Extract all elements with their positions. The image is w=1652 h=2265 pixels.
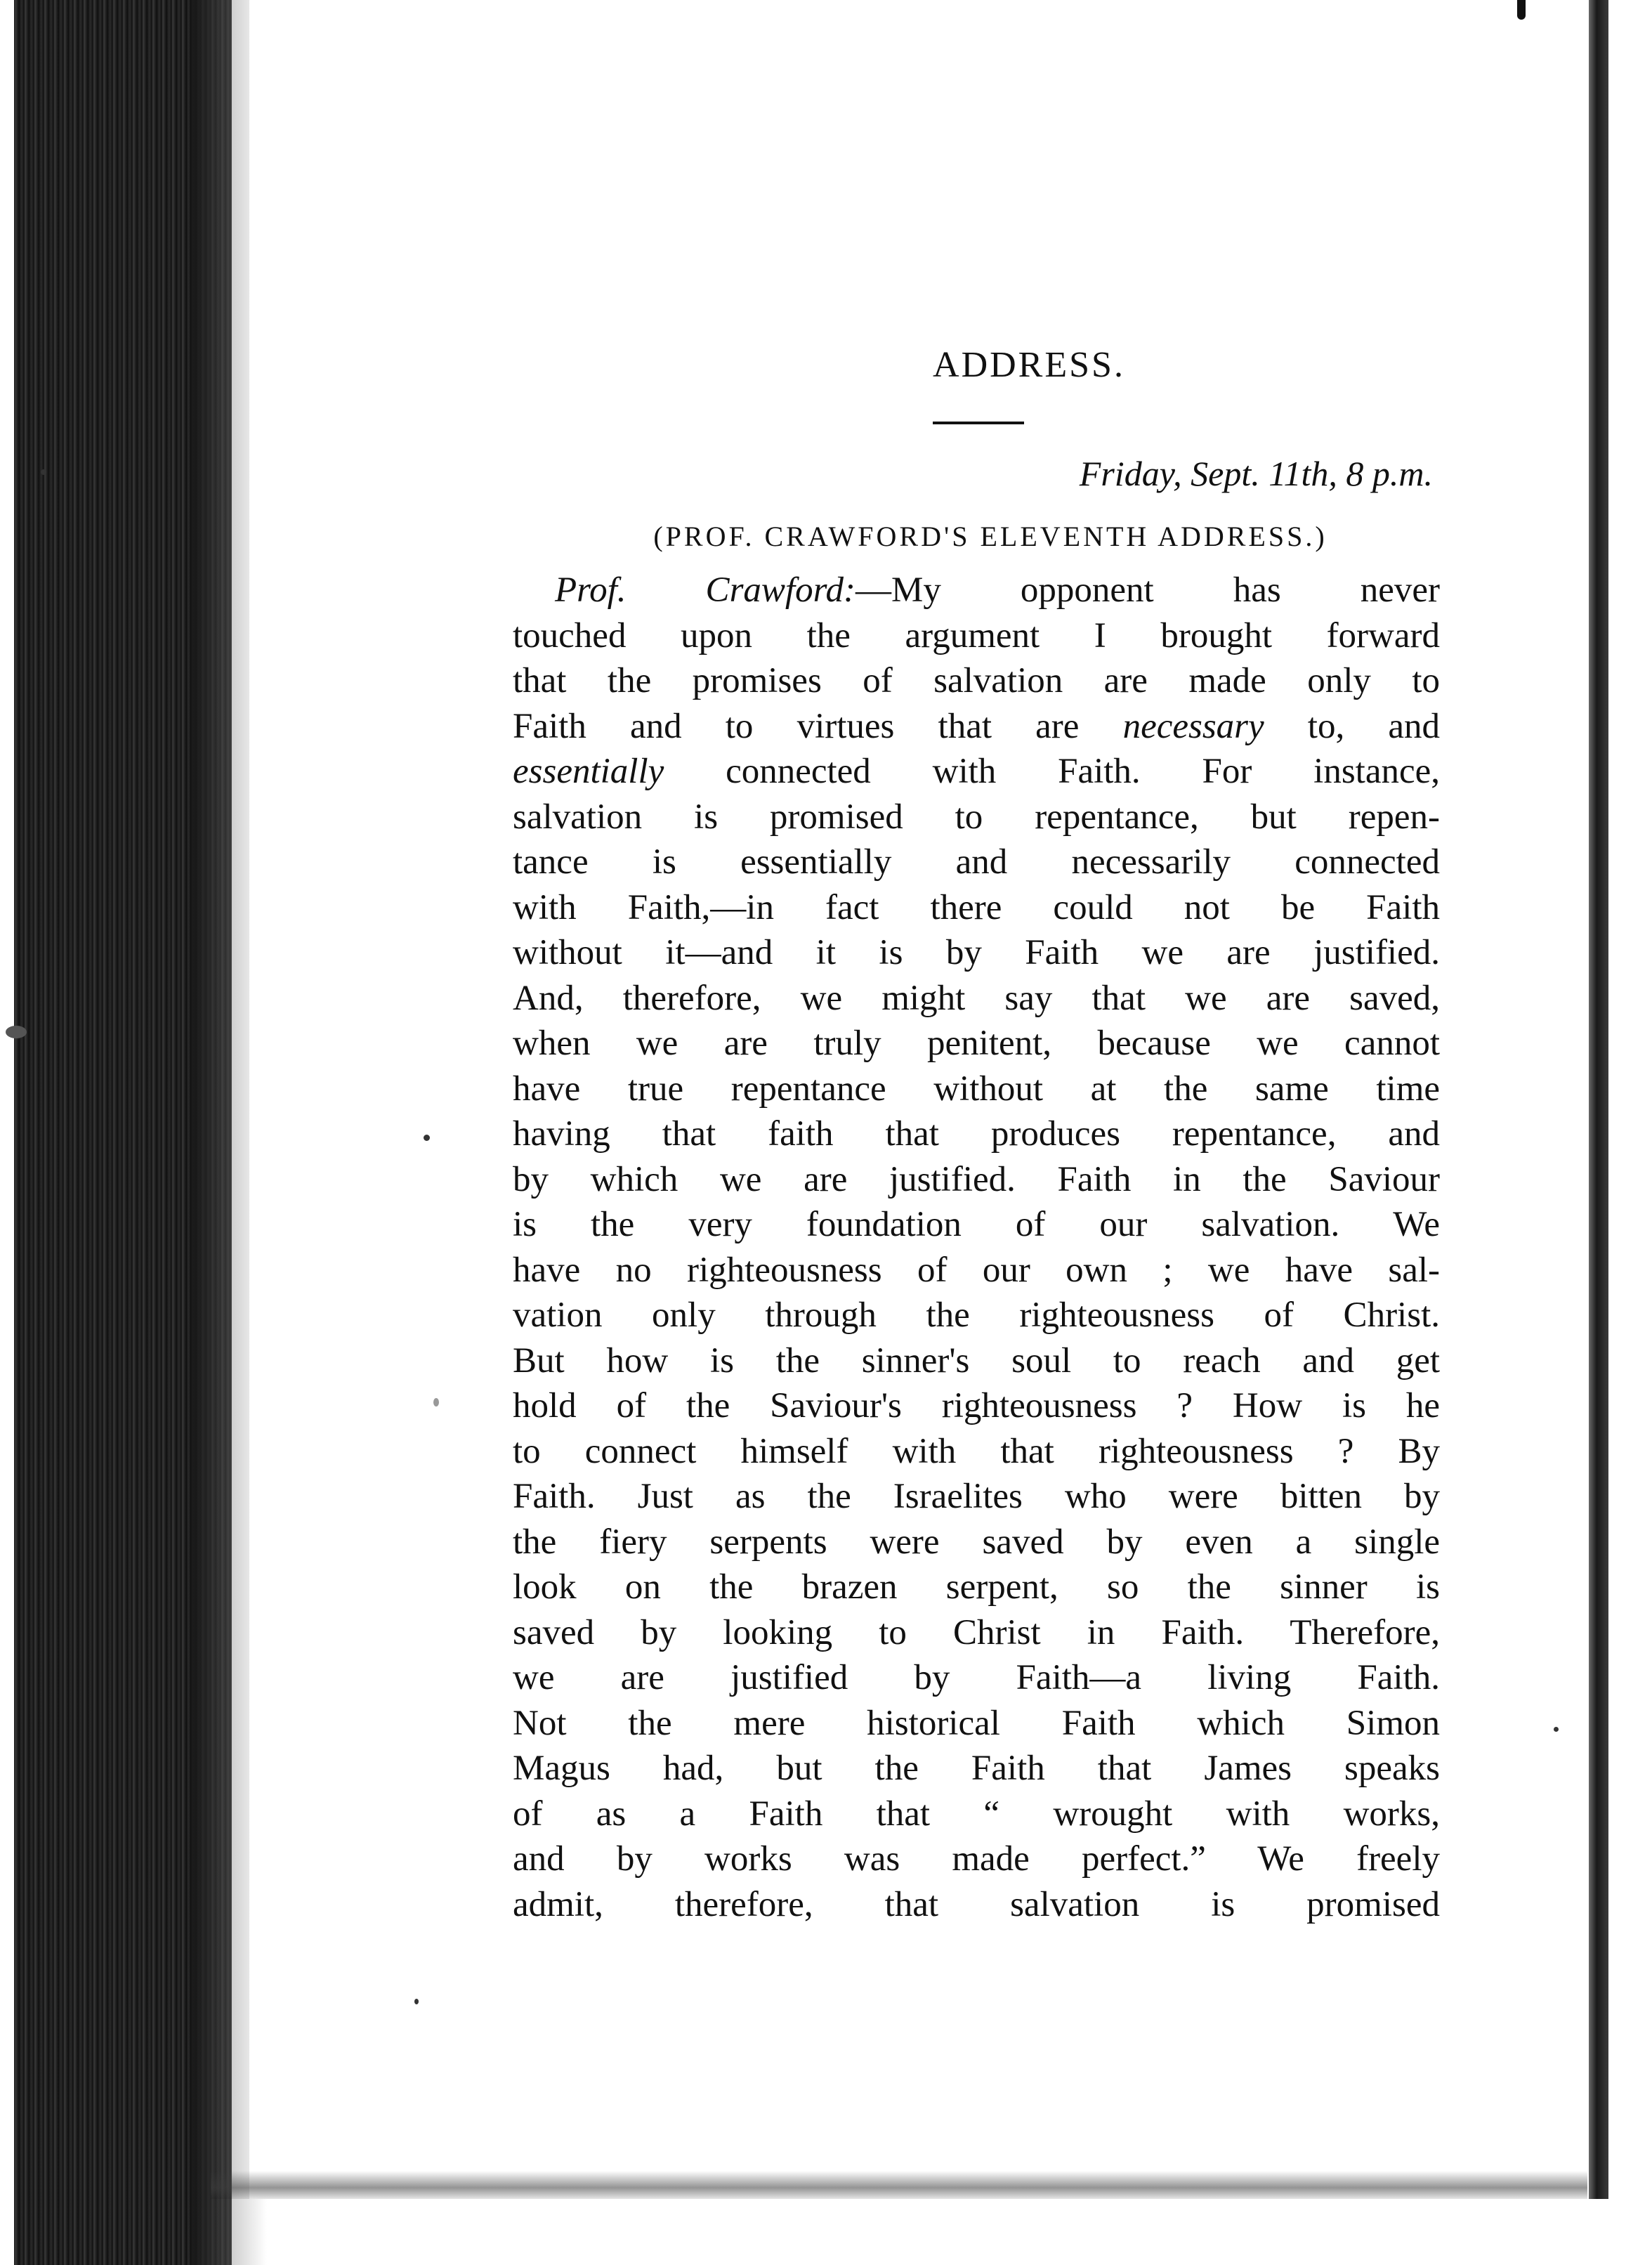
- text-line: admit, therefore, that salvation is promised: [513, 1884, 1440, 1924]
- page-heading: ADDRESS.: [933, 345, 1125, 385]
- text-line: Faith and to virtues that are necessary to, and: [513, 706, 1441, 746]
- dateline: Friday, Sept. 11th, 8 p.m.: [1079, 454, 1433, 493]
- text-line: Magus had, but the Faith that James speaks: [513, 1749, 1440, 1788]
- text-line: to connect himself with that righteousness ? By: [513, 1431, 1440, 1471]
- text-line: But how is the sinner's soul to reach and get: [513, 1340, 1440, 1380]
- text-line: Faith. Just as the Israelites who were bitten by: [513, 1477, 1440, 1516]
- text-line: have no righteousness of our own ; we have sal-: [513, 1250, 1440, 1290]
- text-block: [513, 337, 1440, 1927]
- text-line: is the very foundation of our salvation. We: [513, 1205, 1440, 1244]
- text-line: vation only through the righteousness of Christ.: [513, 1295, 1440, 1335]
- text-line: that the promises of salvation are made only to: [513, 661, 1440, 700]
- text-line: look on the brazen serpent, so the sinner is: [513, 1567, 1440, 1607]
- text-line: essentially connected with Faith. For instance,: [513, 752, 1440, 791]
- right-page-edge: [1589, 0, 1608, 2199]
- heading-rule: [933, 422, 1024, 424]
- text-line: of as a Faith that “ wrought with works,: [513, 1794, 1440, 1834]
- italic-word: essentially: [513, 752, 664, 791]
- dust-speck: [1554, 1727, 1559, 1732]
- address-subtitle: (PROF. CRAWFORD'S ELEVENTH ADDRESS.): [653, 521, 1328, 552]
- page-bottom-shadow: [211, 2171, 1587, 2199]
- text-line: we are justified by Faith—a living Faith.: [513, 1658, 1440, 1697]
- text-line: [513, 568, 1440, 613]
- text-line-content: —My opponent has never: [855, 570, 1440, 610]
- italic-word: necessary: [1122, 706, 1264, 746]
- text-line: touched upon the argument I brought forward: [513, 615, 1440, 655]
- scan-margin: [0, 0, 14, 2265]
- speaker-name: Prof. Crawford:: [555, 570, 856, 610]
- text-line: and by works was made perfect.” We freely: [513, 1839, 1440, 1879]
- text-line: have true repentance without at the same time: [513, 1069, 1440, 1109]
- text-line: the fiery serpents were saved by even a single: [513, 1522, 1440, 1562]
- dust-speck: [6, 1026, 27, 1038]
- text-line: And, therefore, we might say that we are saved,: [513, 978, 1440, 1018]
- text-line: by which we are justified. Faith in the Saviour: [513, 1159, 1440, 1199]
- dust-speck: [414, 1999, 419, 2004]
- dust-speck: [424, 1135, 430, 1141]
- text-line: tance is essentially and necessarily connected: [513, 842, 1440, 882]
- text-line: Not the mere historical Faith which Simon: [513, 1703, 1440, 1743]
- dust-speck: [41, 469, 46, 475]
- text-line: when we are truly penitent, because we cannot: [513, 1024, 1440, 1063]
- text-line: saved by looking to Christ in Faith. Therefore,: [513, 1612, 1440, 1652]
- text-line: having that faith that produces repentance, and: [513, 1114, 1440, 1154]
- text-line: without it—and it is by Faith we are justified.: [513, 933, 1440, 972]
- dust-speck: [433, 1398, 439, 1406]
- top-ink-mark: [1517, 0, 1526, 20]
- text-line: with Faith,—in fact there could not be Faith: [513, 887, 1440, 927]
- text-line: hold of the Saviour's righteousness ? How is he: [513, 1386, 1440, 1425]
- body-text: [513, 568, 1440, 1927]
- text-line: salvation is promised to repentance, but repen-: [513, 797, 1440, 837]
